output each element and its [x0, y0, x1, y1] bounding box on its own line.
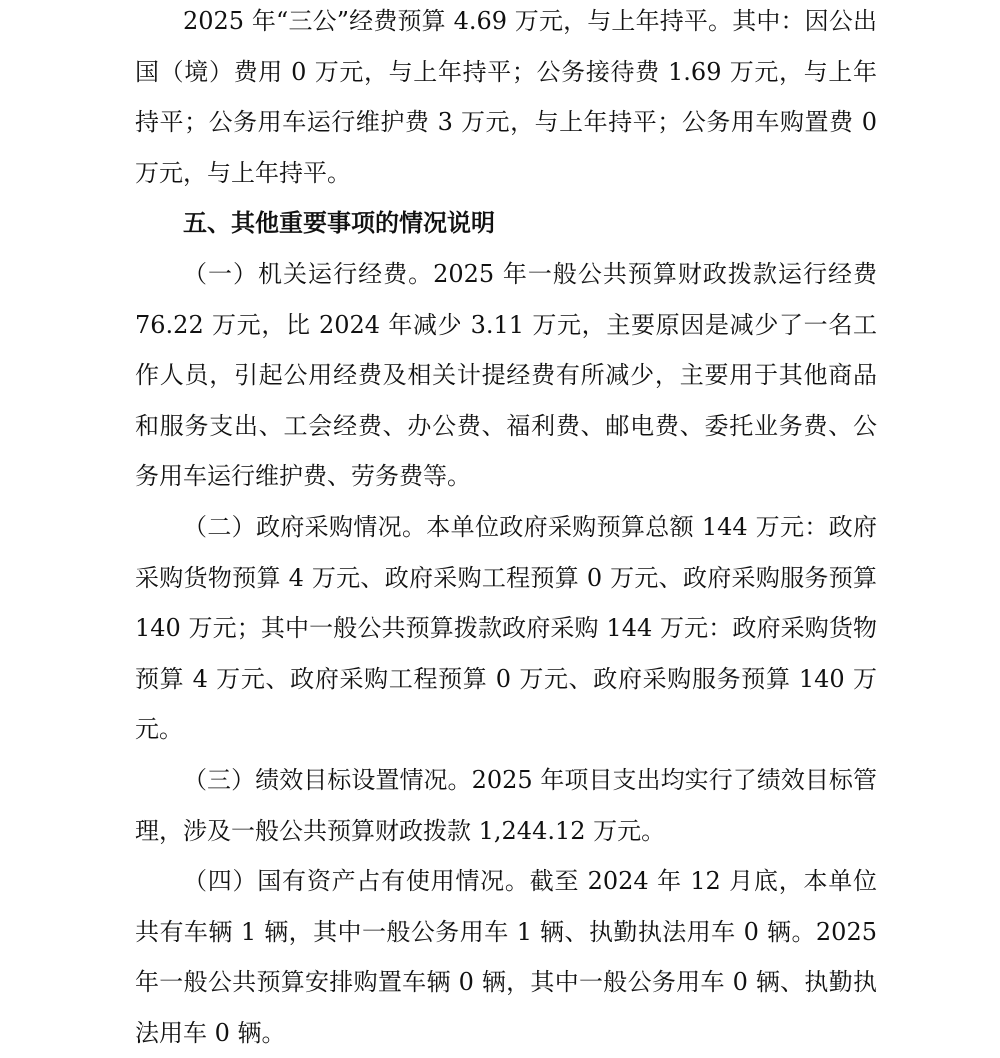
government-procurement-paragraph: （二）政府采购情况。本单位政府采购预算总额 144 万元：政府采购货物预算 4 万元、政府采购工程预算 0 万元、政府采购服务预算 140 万元；其中一般公共预算拨款政府采购 144 万元：政府采购货物预算 4 万元、政府采购工程预算 0 万元、政府采购服务预算 140 万元。 — [135, 512, 877, 744]
operating-expenses-paragraph: （一）机关运行经费。2025 年一般公共预算财政拨款运行经费 76.22 万元，比 2024 年减少 3.11 万元，主要原因是减少了一名工作人员，引起公用经费及相关计提经费有所减少，主要用于其他商品和服务支出、工会经费、办公费、福利费、邮电费、委托业务费、公务用车运行维护费、劳务费等。 — [135, 259, 877, 491]
section-heading-other-matters: 五、其他重要事项的情况说明 — [183, 209, 495, 238]
performance-targets-paragraph: （三）绩效目标设置情况。2025 年项目支出均实行了绩效目标管理，涉及一般公共预算财政拨款 1,244.12 万元。 — [135, 765, 877, 845]
document-page — [135, 0, 877, 1058]
state-assets-paragraph: （四）国有资产占有使用情况。截至 2024 年 12 月底，本单位共有车辆 1 辆，其中一般公务用车 1 辆、执勤执法用车 0 辆。2025 年一般公共预算安排购置车辆 0 辆，其中一般公务用车 0 辆、执勤执法用车 0 辆。 — [135, 867, 877, 1047]
three-public-expenses-paragraph: 2025 年“三公”经费预算 4.69 万元，与上年持平。其中：因公出国（境）费用 0 万元，与上年持平；公务接待费 1.69 万元，与上年持平；公务用车运行维护费 3 万元，与上年持平；公务用车购置费 0 万元，与上年持平。 — [135, 7, 877, 187]
